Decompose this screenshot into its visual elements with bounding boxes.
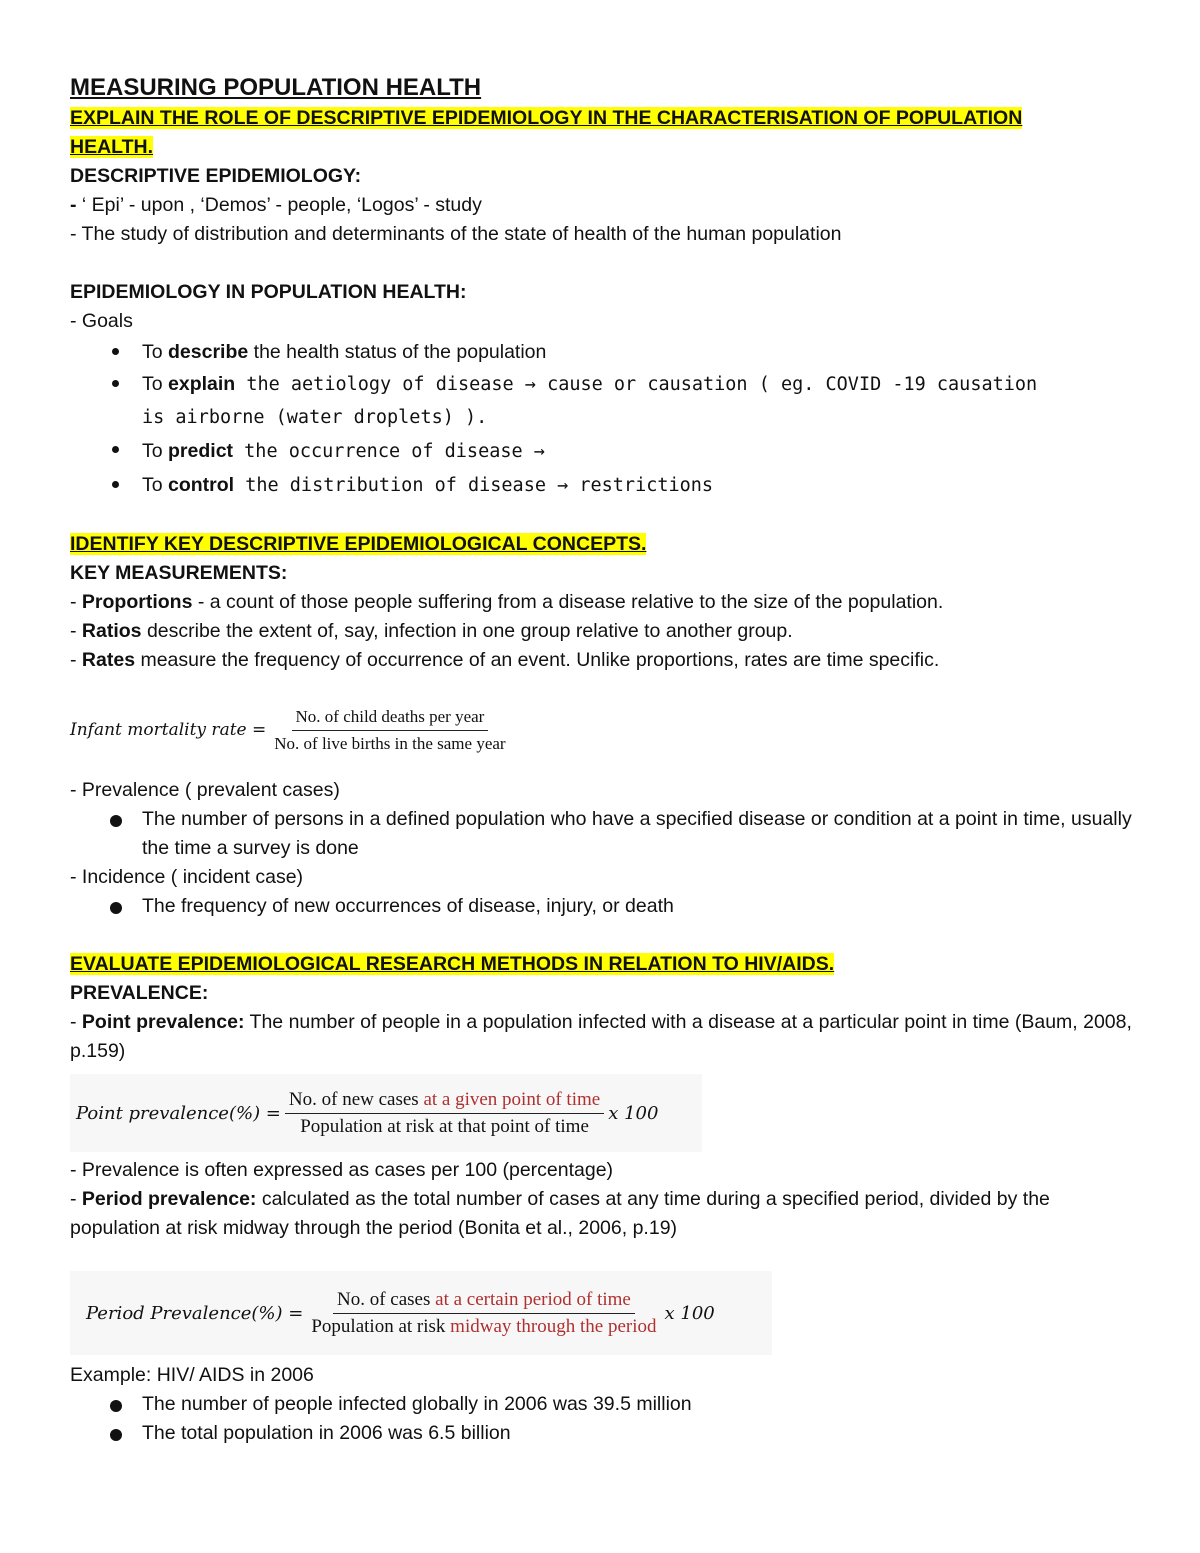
goals-list xyxy=(70,336,1145,502)
list-item: The number of people infected globally in 2006 was 39.5 million xyxy=(142,1393,692,1415)
point-prevalence-text: - Point prevalence: The number of people in a population infected with a disease at a particular point in time (Baum, 2008, p.159) xyxy=(70,1011,1132,1062)
list-item: To predict the occurrence of disease → xyxy=(142,440,545,462)
prevalence-list xyxy=(70,805,1145,863)
list-item: To describe the health status of the population xyxy=(142,341,547,363)
etymology-line: - ‘ Epi’ - upon , ‘Demos’ - people, ‘Logos’ - study xyxy=(70,194,482,216)
incidence-list xyxy=(70,892,1145,921)
rates-line: - Rates measure the frequency of occurrence of an event. Unlike proportions, rates are time specific. xyxy=(70,649,940,671)
formula-multiplier: x 100 xyxy=(608,1102,659,1124)
subheading-key-measurements: KEY MEASUREMENTS: xyxy=(70,562,288,584)
incidence-line: - Incidence ( incident case) xyxy=(70,866,304,888)
section-heading-concepts: IDENTIFY KEY DESCRIPTIVE EPIDEMIOLOGICAL CONCEPTS. xyxy=(70,533,647,555)
formula-fraction: $\frac{\text{No. of cases at a certain period of time}}{\text{Population at risk midway through the period}}$ xyxy=(311,1288,657,1337)
list-item-continuation: is airborne (water droplets) ). xyxy=(142,407,488,428)
formula-fraction: $\frac{\text{No. of child deaths per year}}{\text{No. of live births in the same year}}$ xyxy=(274,706,506,753)
prevalence-line: - Prevalence ( prevalent cases) xyxy=(70,779,340,801)
period-prevalence-text: - Period prevalence: calculated as the total number of cases at any time during a specified period, divided by the population at risk midway through the period (Bonita et al., 2006, p.19) xyxy=(70,1188,1050,1239)
period-prevalence-formula xyxy=(70,1271,772,1355)
formula-multiplier: x 100 xyxy=(664,1302,715,1324)
section-heading-hiv: EVALUATE EPIDEMIOLOGICAL RESEARCH METHODS IN RELATION TO HIV/AIDS. xyxy=(70,953,835,975)
document-page xyxy=(70,72,1145,1448)
list-item: The total population in 2006 was 6.5 billion xyxy=(142,1422,511,1444)
ratios-line: - Ratios describe the extent of, say, infection in one group relative to another group. xyxy=(70,620,793,642)
definition-line: - The study of distribution and determinants of the state of health of the human population xyxy=(70,223,842,245)
formula-label: Period Prevalence(%) = xyxy=(86,1302,304,1324)
list-item: To explain the aetiology of disease → cause or causation ( eg. COVID -19 causation xyxy=(142,373,1038,395)
list-item: To control the distribution of disease → restrictions xyxy=(142,474,714,496)
formula-label: Infant mortality rate = xyxy=(70,719,267,740)
formula-label: Point prevalence(%) = xyxy=(76,1102,281,1124)
section-heading-role: EXPLAIN THE ROLE OF DESCRIPTIVE EPIDEMIOLOGY IN THE CHARACTERISATION OF POPULATION xyxy=(70,107,1023,129)
subheading-prevalence: PREVALENCE: xyxy=(70,982,209,1004)
subheading-population-health: EPIDEMIOLOGY IN POPULATION HEALTH: xyxy=(70,281,467,303)
section-heading-role-cont: HEALTH. xyxy=(70,136,154,158)
point-prevalence-formula xyxy=(70,1074,702,1152)
example-line: Example: HIV/ AIDS in 2006 xyxy=(70,1364,314,1386)
list-item: The frequency of new occurrences of disease, injury, or death xyxy=(142,895,674,917)
percentage-note: - Prevalence is often expressed as cases per 100 (percentage) xyxy=(70,1159,614,1181)
example-list xyxy=(70,1390,1145,1448)
subheading-descriptive: DESCRIPTIVE EPIDEMIOLOGY: xyxy=(70,165,362,187)
page-title: MEASURING POPULATION HEALTH xyxy=(70,74,482,101)
proportions-line: - Proportions - a count of those people suffering from a disease relative to the size of the population. xyxy=(70,591,944,613)
goals-label: - Goals xyxy=(70,310,133,332)
infant-mortality-formula xyxy=(70,695,1145,765)
formula-fraction: $\frac{\text{No. of new cases at a given point of time}}{\text{Population at risk at that point of time}}$ xyxy=(285,1089,604,1138)
list-item: The number of persons in a defined population who have a specified disease or condition at a point in time, usually the time a survey is done xyxy=(142,808,1132,859)
